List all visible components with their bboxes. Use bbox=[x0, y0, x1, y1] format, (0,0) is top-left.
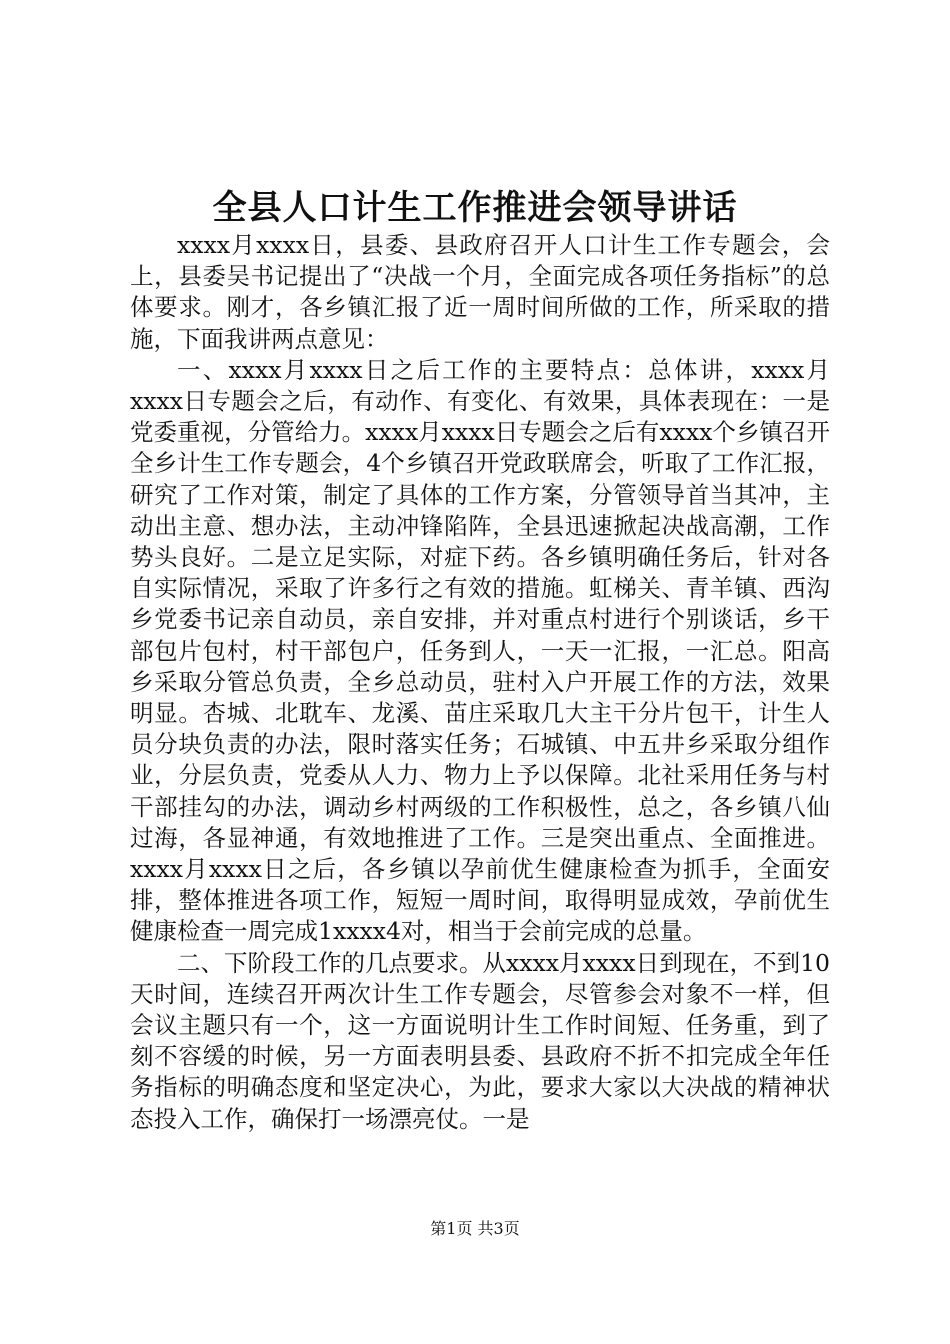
document-body bbox=[130, 230, 830, 1135]
page-number-footer: 第1页 共3页 bbox=[430, 1219, 520, 1238]
paragraph-section-one: 一、xxxx月xxxx日之后工作的主要特点：总体讲，xxxx月xxxx日专题会之后，有动作、有变化、有效果，具体表现在：一是党委重视，分管给力。xxxx月xxxx日专题会之后有xxxx个乡镇召开全乡计生工作专题会，4个乡镇召开党政联席会，听取了工作汇报，研究了工作对策，制定了具体的工作方案，分管领导首当其冲，主动出主意、想办法，主动冲锋陷阵，全县迅速掀起决战高潮，工作势头良好。二是立足实际，对症下药。各乡镇明确任务后，针对各自实际情况，采取了许多行之有效的措施。虹梯关、青羊镇、西沟乡党委书记亲自动员，亲自安排，并对重点村进行个别谈话，乡干部包片包村，村干部包户，任务到人，一天一汇报，一汇总。阳高乡采取分管总负责，全乡总动员，驻村入户开展工作的方法，效果明显。杏城、北耽车、龙溪、苗庄采取几大主干分片包干，计生人员分块负责的办法，限时落实任务；石城镇、中五井乡采取分组作业，分层负责，党委从人力、物力上予以保障。北社采用任务与村干部挂勾的办法，调动乡村两级的工作积极性，总之，各乡镇八仙过海，各显神通，有效地推进了工作。三是突出重点、全面推进。xxxx月xxxx日之后，各乡镇以孕前优生健康检查为抓手，全面安排，整体推进各项工作，短短一周时间，取得明显成效，孕前优生健康检查一周完成1xxxx4对，相当于会前完成的总量。 bbox=[130, 355, 830, 946]
document-title: 全县人口计生工作推进会领导讲话 bbox=[212, 188, 738, 228]
paragraph-section-two: 二、下阶段工作的几点要求。从xxxx月xxxx日到现在，不到10天时间，连续召开两次计生工作专题会，尽管参会对象不一样，但会议主题只有一个，这一方面说明计生工作时间短、任务重，到了刻不容缓的时候，另一方面表明县委、县政府不折不扣完成全年任务指标的明确态度和坚定决心，为此，要求大家以大决战的精神状态投入工作，确保打一场漂亮仗。一是 bbox=[130, 948, 830, 1133]
paragraph-intro: xxxx月xxxx日，县委、县政府召开人口计生工作专题会，会上，县委吴书记提出了“决战一个月，全面完成各项任务指标”的总体要求。刚才，各乡镇汇报了近一周时间所做的工作，所采取的措施，下面我讲两点意见： bbox=[130, 231, 830, 353]
